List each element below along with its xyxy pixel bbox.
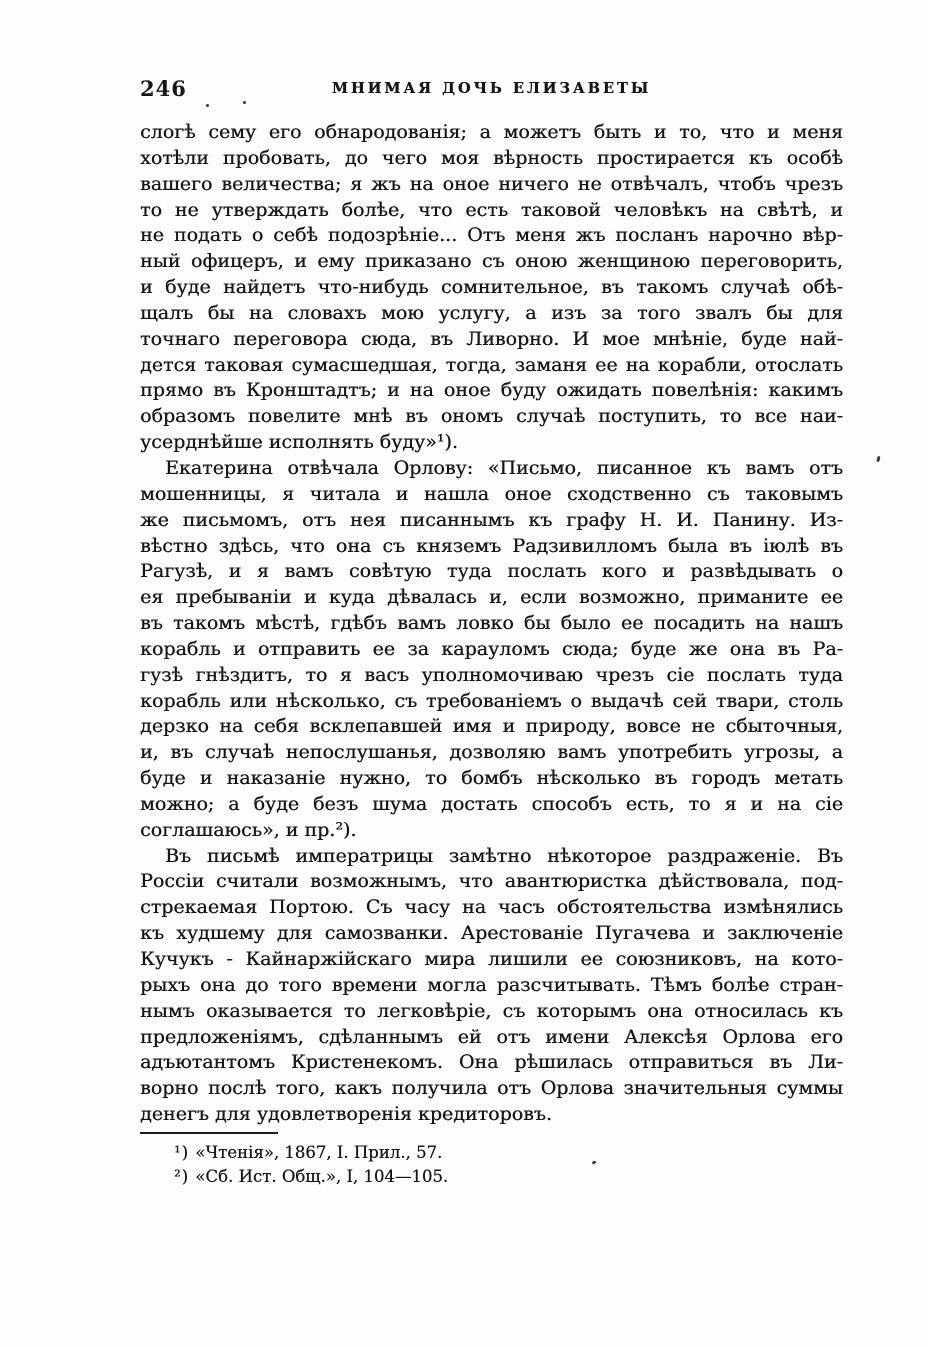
footnote-item: [140, 1141, 843, 1165]
text-line: вашего величества; я жъ на оное ничего не отвѣчалъ, чтобъ чрезъ: [140, 172, 843, 195]
text-line: адъютантомъ Кристенекомъ. Она рѣшилась отправиться въ Ли-: [140, 1051, 843, 1074]
text-line: Въ письмѣ императрицы замѣтно нѣкоторое раздраженіе. Въ: [165, 844, 843, 867]
text-line: Россіи считали возможнымъ, что авантюристка дѣйствовала, под-: [140, 870, 843, 893]
page-body: [140, 120, 843, 1128]
text-line: соглашаюсь», и пр.²).: [140, 818, 357, 841]
text-line: стрекаемая Портою. Съ часу на часъ обстоятельства измѣнялись: [140, 896, 843, 919]
text-line: дется таковая сумасшедшая, тогда, заманя ее на корабли, отослать: [140, 353, 843, 376]
text-line: усерднѣйше исполнять буду»¹).: [140, 431, 458, 454]
footnote-list: [140, 1141, 843, 1188]
text-line: точнаго переговора сюда, въ Ливорно. И мое мнѣніе, буде най-: [140, 327, 843, 350]
text-line: ворно послѣ того, какъ получила отъ Орлова значительныя суммы: [140, 1077, 843, 1100]
scan-speck: [243, 101, 246, 104]
text-line: Екатерина отвѣчала Орлову: «Письмо, писанное къ вамъ отъ: [165, 456, 843, 479]
text-line: рыхъ она до того времени могла разсчитывать. Тѣмъ болѣе стран-: [140, 973, 843, 996]
text-line: то не утверждать болѣе, что есть таковой человѣкъ на свѣтѣ, и: [140, 198, 843, 221]
text-line: не подать о себѣ подозрѣніе... Отъ меня жъ посланъ нарочно вѣр-: [140, 224, 843, 247]
footnote-text: «Сб. Ист. Общ.», I, 104—105.: [195, 1166, 449, 1186]
text-line: Рагузѣ, и я вамъ совѣтую туда послать кого и развѣдывать о: [140, 560, 843, 583]
text-line: предложеніямъ, сдѣланнымъ ей отъ имени Алексѣя Орлова его: [140, 1025, 843, 1048]
text-line: щалъ бы на словахъ мою услугу, а изъ за того звалъ бы для: [140, 301, 843, 324]
text-line: ный офицеръ, и ему приказано съ оною женщиною переговорить,: [140, 250, 843, 273]
text-line: ея пребываніи и куда дѣвалась и, если возможно, приманите ее: [140, 586, 843, 609]
text-line: и, въ случаѣ непослушанья, дозволяю вамъ употребить угрозы, а: [140, 741, 843, 764]
text-line: можно; а буде безъ шума достать способъ есть, то я и на сіе: [140, 792, 843, 815]
text-line: прямо въ Кронштадтъ; и на оное буду ожидать повелѣнія: какимъ: [140, 379, 843, 402]
text-line: вѣстно здѣсь, что она съ княземъ Радзивилломъ была въ іюлѣ въ: [140, 534, 843, 557]
text-line: дерзко на себя всклепавшей имя и природу, вовсе не сбыточныя,: [140, 715, 843, 738]
footnote-marker: ¹): [174, 1143, 196, 1162]
page-number: 246: [140, 76, 187, 101]
text-line: и буде найдетъ что-нибудь сомнительное, въ такомъ случаѣ обѣ-: [140, 276, 843, 299]
text-line: въ такомъ мѣстѣ, гдѣбъ вамъ ловко бы было ее посадить на нашъ: [140, 612, 843, 635]
footnote-item: [140, 1165, 843, 1189]
text-line: Кучукъ - Кайнаржійскаго мира лишили ее союзниковъ, на кото-: [140, 948, 843, 970]
text-line: гузѣ гнѣздитъ, то я васъ уполномочиваю чрезъ сіе послать туда: [140, 663, 843, 686]
text-line: слогѣ сему его обнародованія; а можетъ быть и то, что и меня: [140, 121, 843, 143]
scan-speck: [206, 104, 209, 107]
footnote-text: «Чтенія», 1867, I. Прил., 57.: [195, 1143, 443, 1162]
text-line: же письмомъ, отъ нея писаннымъ къ графу Н. И. Панину. Из-: [140, 508, 843, 531]
text-line: образомъ повелите мнѣ въ ономъ случаѣ поступить, то все наи-: [140, 405, 843, 428]
scan-speck: [876, 456, 880, 463]
text-line: къ худшему для самозванки. Арестованіе Пугачева и заключеніе: [140, 922, 843, 945]
text-line: буде и наказаніе нужно, то бомбъ нѣсколько въ городъ метать: [140, 767, 843, 790]
footnote-marker: ²): [174, 1166, 196, 1186]
page-header: [140, 76, 843, 102]
text-line: корабль и отправить ее за карауломъ сюда; буде же она въ Ра-: [140, 637, 843, 660]
text-line: нымъ оказывается то легковѣріе, съ которымъ она относилась къ: [140, 999, 843, 1022]
text-line: хотѣли пробовать, до чего моя вѣрность простирается къ особѣ: [140, 146, 843, 169]
footnote-separator: [140, 1132, 278, 1134]
running-title: МНИМАЯ ДОЧЬ ЕЛИЗАВЕТЫ: [331, 80, 652, 97]
text-line: денегъ для удовлетворенія кредиторовъ.: [140, 1103, 552, 1126]
text-column: [140, 76, 843, 1128]
footnotes-section: [140, 1132, 843, 1188]
text-line: мошенницы, я читала и нашла оное сходственно съ таковымъ: [140, 482, 843, 505]
text-line: корабль или нѣсколько, съ требованіемъ о выдачѣ сей твари, столь: [140, 689, 843, 712]
